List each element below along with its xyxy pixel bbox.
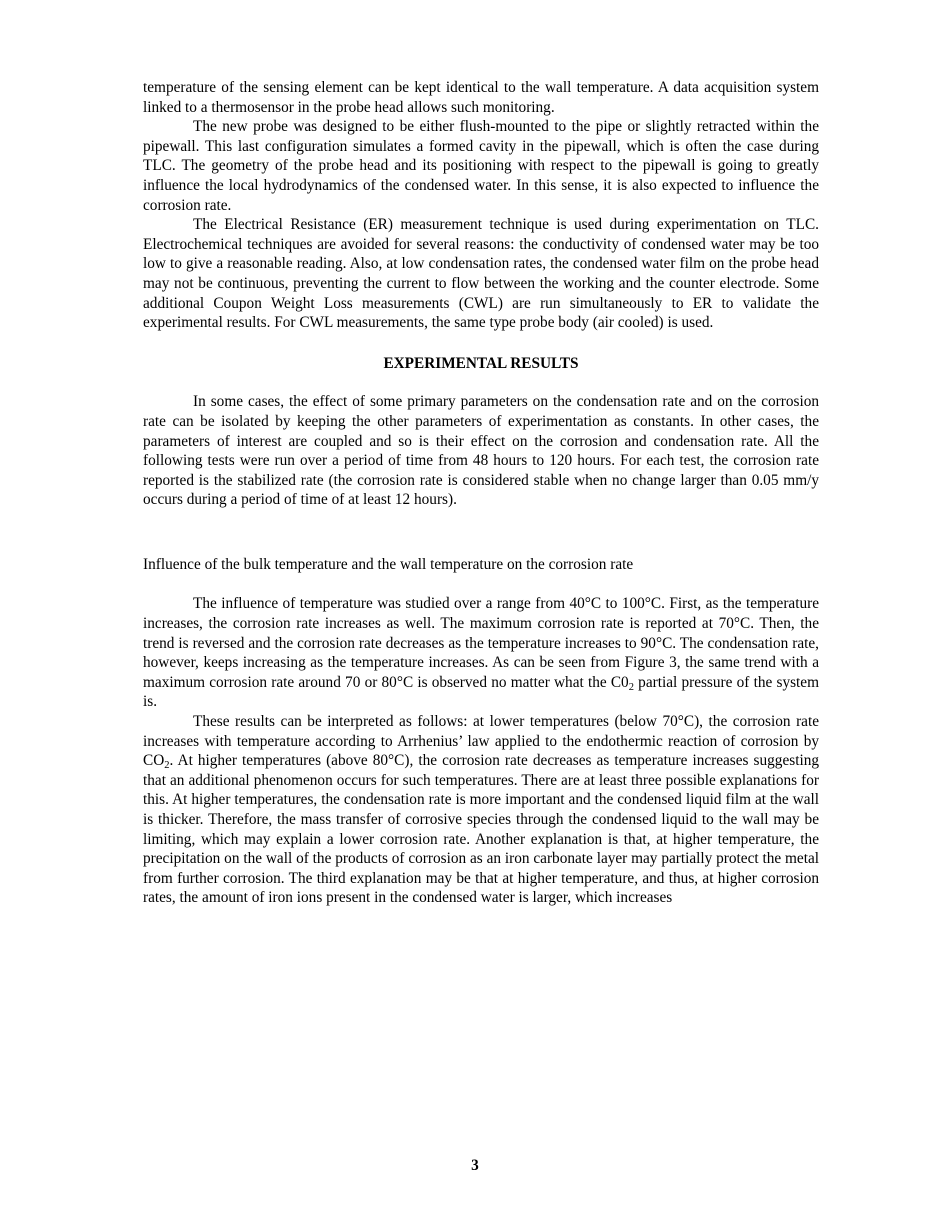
subscript: 2: [628, 681, 634, 693]
paragraph-text: partial pressure of the system is.: [143, 673, 819, 711]
paragraph-text: These results can be interpreted as follows: at lower temperatures (below 70°C), the corrosion rate increases with temperature according to Arrhenius’ law applied to the endothermic reaction of corrosion by CO: [143, 713, 819, 770]
paragraph-probe-design: The new probe was designed to be either flush-mounted to the pipe or slightly retracted within the pipewall. This last configuration simulates a formed cavity in the pipewall, which is often the case during TLC. The geometry of the probe head and its positioning with respect to the pipewall is going to greatly influence the local hydrodynamics of the condensed water. In this sense, it is also expected to influence the corrosion rate.: [143, 118, 819, 214]
subscript: 2: [164, 760, 170, 772]
paragraph-text: The influence of temperature was studied over a range from 40°C to 100°C. First, as the temperature increases, the corrosion rate increases as well. The maximum corrosion rate is reported at 70°C. Then, the trend is reversed and the corrosion rate decreases as the temperature increases to 90°C. The condensation rate, however, keeps increasing as the temperature increases. As can be seen from Figure 3, the same trend with a maximum corrosion rate around 70 or 80°C is observed no matter what the C0: [143, 595, 819, 691]
page-body: [143, 78, 819, 908]
paragraph-er-technique: The Electrical Resistance (ER) measurement technique is used during experimentation on TLC. Electrochemical techniques are avoided for several reasons: the conductivity of condensed water may be too low to give a reasonable reading. Also, at low condensation rates, the condensed water film on the probe head may not be continuous, preventing the current to flow between the working and the counter electrode. Some additional Coupon Weight Loss measurements (CWL) are run simultaneously to ER to validate the experimental results. For CWL measurements, the same type probe body (air cooled) is used.: [143, 216, 819, 332]
section-heading-experimental-results: EXPERIMENTAL RESULTS: [383, 354, 579, 372]
paragraph-interpretation: [143, 712, 819, 908]
paragraph-continuation: temperature of the sensing element can be kept identical to the wall temperature. A data acquisition system linked to a thermosensor in the probe head allows such monitoring.: [143, 79, 819, 116]
paragraph-text: . At higher temperatures (above 80°C), the corrosion rate decreases as temperature increases suggesting that an additional phenomenon occurs for such temperatures. There are at least three possible explanations for this. At higher temperatures, the condensation rate is more important and the condensed liquid film at the wall is thicker. Therefore, the mass transfer of corrosive species through the condensed liquid to the wall may be limiting, which may explain a lower corrosion rate. Another explanation is that, at higher temperature, the precipitation on the wall of the products of corrosion as an iron carbonate layer may partially protect the metal from further corrosion. The third explanation may be that at higher temperature, and thus, at higher corrosion rates, the amount of iron ions present in the condensed water is larger, which increases: [143, 752, 819, 907]
paragraph-temperature-influence: [143, 594, 819, 712]
subsection-heading-temperature: Influence of the bulk temperature and the wall temperature on the corrosion rate: [143, 555, 634, 573]
page-number: 3: [471, 1157, 479, 1174]
paragraph-experimental-intro: In some cases, the effect of some primary parameters on the condensation rate and on the corrosion rate can be isolated by keeping the other parameters of experimentation as constants. In other cases, the parameters of interest are coupled and so is their effect on the corrosion and condensation rate. All the following tests were run over a period of time from 48 hours to 120 hours. For each test, the corrosion rate reported is the stabilized rate (the corrosion rate is considered stable when no change larger than 0.05 mm/y occurs during a period of time of at least 12 hours).: [143, 393, 819, 509]
